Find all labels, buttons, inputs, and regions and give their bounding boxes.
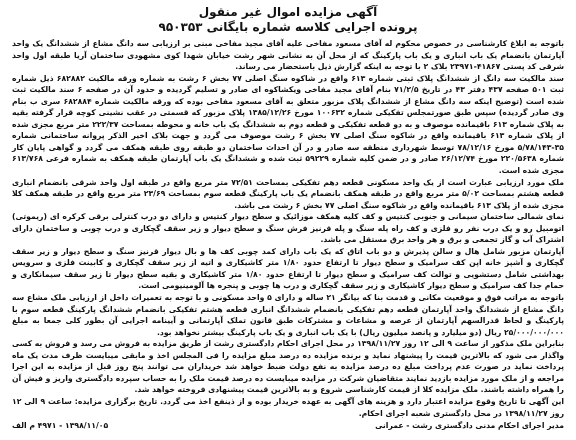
notice-footer [12,420,564,432]
notice-title: آگهی مزایده اموال غیر منقول [198,5,378,19]
notice-paragraph-4: نمای شمالی ساختمان سیمانی و جنوبی کنتیس و کف کلیه همکف موزائیک و سطح دیوار کنتیس و دارای دو درب کنترلی برقی کرکره ای (ریموتی) اتومبیل رو و یک درب نفر رو فلزی و کف راه پله سنگ و پله قرنیز فرش سنگ و سطح دیوار و زیر سقف گچکاری و درب چوبی و ساختمان دارای اشتراک آب و گاز تجمعی و برق و هر واحد برق مستقل می باشد. [12,212,564,245]
notice-paragraph-6: باتوجه به مراتب فوق و موقعیت مکانی و قدمت بنا که بیانگر ۲۱ ساله و دارای ۵ واحد مسکونی و با توجه به تعمیرات داخل از ارزیابی ملک مشاع سه دانگ مشاع از ششدانگ واحد آپارتمان قطعه دهم تفکیکی بانضمام ششدانگ انباری قطعه هشتم تفکیکی بانضمام ششدانگ پارکینگ قطعه سوم با پارکینگ و لحاظ قدرالسهم آپارتمان از عرصه و مشاعات و مشترکات طبق قانون تملک آپارتمانی و آیینامه اجرایی آن بطور کلی جمعا به مبلغ ۲۵/۰۰۰/۰۰۰/۰۰۰ ریال (دو میلیارد و پانصد میلیون ریال) با یک باب انباری و یک باب پارکینگ بیشتر نخواهد بود. [12,293,564,337]
notice-paragraph-1: باتوجه به ابلاغ کارشناسی در خصوص محکوم له آقای مسعود مفاخی علیه آقای مجید مفاخی مبنی بر ارزیابی سه دانگ مشاع از ششدانگ یک واحد آپارتمان بانضمام یک باب انباری و یک باب پارکینگ که از محل آن به نشانی شهر رشت خیابان شهدا کوی مشهودی ساختمان آریا طبقه اول واحد شرقی کد پستی ۴۱۸۶۷-۲۳۹۷۱ بلاک ۲ با توجه به اینکه گزارش ذیل باستحضار می رساند. [12,39,564,72]
notice-signature: مدیر اجرای احکام مدنی دادگستری رشت - عمرانی [375,421,564,431]
notice-paragraph-3: ملک مورد ارزیابی عبارت است از یک واحد مسکونی قطعه دهم تفکیکی بمساحت ۷۲/۵۱ متر مربع واقع در طبقه اول واحد شرقی بانضمام انباری قطعه هشتم بمساحت ۵/۰۲ متر مربع واقع در طبقه همکف بانضمام یک باب پارکینگ قطعه سوم بمساحت ۲۳/۶۹ متر مربع واقع در طبقه همکف کلا مجزی شده از پلاک ۶۱۳ باقیمانده واقع در شاکوه سنگ اصلی ۷۷ بخش ۶ رشت می باشد. [12,177,565,210]
notice-reference: ۱۳۹۸/۱۱/۰۵ - ۴۹۷۱ م الف [12,421,109,431]
notice-paragraph-7: بنابراین ملک مذکور از ساعت ۹ الی ۱۲ روز ۱۳۹۸/۱۱/۲۷ در محل اجرای احکام دادگستری رشت از طریق مزایده به فروش می رسد و فروش به کسی واگذار می شود که بالاترین قیمت را پیشنهاد نماید و برنده مزایده ده درصد مبلغ مزایده را فی المجلس اخذ و مابقی میبایست ظرف مدت یک ماه پرداخت نماید در صورت عدم پرداخت مبلغ ده درصد مزایده به نفع دولت ضبط خواهد شد خریداران می توانند پنج روز قبل از مزایده به این اجرا مراجعه و از ملک مورد مزایده بازدید نمایند متقاضیان شرکت در مزایده میبایست ده درصد قیمت ملک را به حساب سپرده دادگستری واریز و فیش آن را همراه داشته باشند. ملک مزایده کلا از قیمت کارشناسی شروع و به بالاترین قیمت پیشنهادی فروخته خواهد شد. [12,339,565,395]
notice-paragraph-8: این آگهی تا تاریخ وقوع مزایده اعتبار دارد و هزینه های آگهی به عهده خریدار بوده و از ذینفع اخذ می گردد. تاریخ برگزاری مزایده: ساعت ۹ الی ۱۲ روز ۱۳۹۸/۱۱/۲۷ در محل دادگستری شعبه اجرای احکام. [12,396,565,418]
notice-subtitle: پرونده اجرایی کلاسه شماره بایگانی ۹۵۰۳۵۳ [158,20,418,34]
notice-paragraph-5: آپارتمان مزبور شامل هال و سالن پذیرش و دو باب اتاق که یک باب دارای کمد چوبی کف ها و بال دیوار قرنیز سنگ و سطح دیوار و زیر سقف گچکاری و آشپز خانه اپن کف سرامیک و سطح دیوار تا ارتفاع حدود ۱/۸۰ متر کاشیکاری و اتیه از زیر سقف گچکاری و کابینت فلزی و سرویس بهداشتی شامل دستشویی و توالت کف سرامیک و سطح دیوار تا ارتفاع حدود ۱/۸۰ متر کاشیکاری و بقیه سطح دیوار تا زیر سقف سیمانکاری و حمام جدا کف سرامیک و سطح دیوار کاشیکاری و زیر سقف گچکاری و درب ها چوبی و پنجره ها آلومینیومی است. [12,246,564,291]
notice-paragraph-2: سند مالکیت سه دانگ از ششدانگ پلاک ثبتی شماره ۶۱۳ واقع در شاکوه سنگ اصلی ۷۷ بخش ۶ رشت به شماره ورقه مالکیت ۶۸۲۸۸۲ ذیل شماره ثبت ۵۰۱ صفحه ۴۳۷ دفتر ۴۳ در تاریخ ۷۱/۲/۵ بنام آقای مجید مفاخی ویکشاکوه ای صادر و تسلیم گردیده و حدود آن در صفحه ۶ سند مالکیت ثبت شده است (توضیح اینکه سه دانگ مشاع از ششدانگ پلاک مزبور متعلق به آقای مسعود مفاخی بوده که ورقه مالکیت شماره ۶۸۲۸۸۴ سری ب بنام وی صادر گردیده) سپس طبق صورتمجلس تفکیکی شماره ۱۰۰۶۳۲ مورخ ۱۳۸۵/۱۲/۲۶ پلاک مزبور که قسمتی در عقب نشینی کوچه قرار گرفته بقیه به پلاک شماره ۶۱۳ باقیمانده موصوف و به دو قطعه تفکیکی و قطعه دوم به ششدانگ یک باب خانه و محوطه بمساحت ۲۲۲/۳۷ متر مربع مجزی شده از پلاک شماره ۶۱۳ باقیمانده واقع در شاکوه سنگ اصلی ۷۷ بخش ۶ رشت موصوف می گردد و جهت بلاک اخیر الذکر پروانه ساختمانی شماره ۳۵-۵/۷۸/۱۴۳ مورخ ۷۸/۱۲/۱۶ توسط شهرداری منطقه سه صادر و در آن احداث ساختمان دو طبقه روی طبقه همکف می گردد و گواهی پایان کار شماره ۲۲۰/۵۶۳۸ مورخ ۲۶/۱۲/۷۴ صادر و در ضمن کلیه شماره ۵۹۲۲۹ ثبت شده و ششدانگ یک باب آپارتمان طبقه همکف به شماره فرعی ۶۱۳/۷۶۸ مجزی شده است. [12,73,565,176]
